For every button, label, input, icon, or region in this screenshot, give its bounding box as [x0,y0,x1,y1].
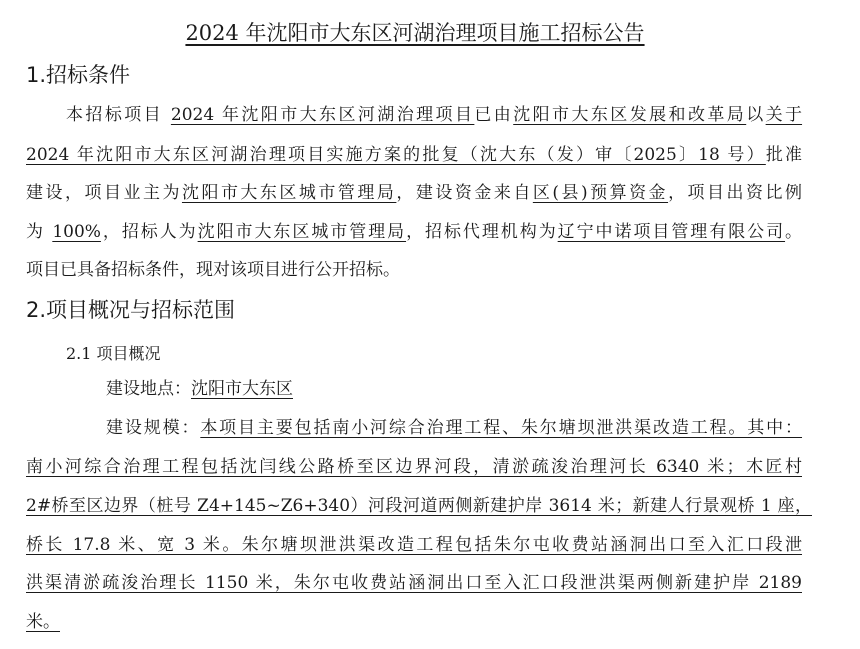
text-segment: 建设规模： [106,418,201,438]
text-segment: 建设，项目业主为 [26,183,182,203]
underlined-field: 2#桥至区边界（桩号 Z4+145~Z6+340）河段河道两侧新建护岸 3614 米；新建人行景观桥 1 座， [26,496,812,516]
text-segment: 本招标项目 [66,105,171,125]
underlined-field: 本项目主要包括南小河综合治理工程、朱尔塘坝泄洪渠改造工程。其中： [200,418,803,438]
text-segment: ，招标人为 [100,222,198,242]
underlined-field: 辽宁中诺项目管理有限公司 [557,222,786,242]
underlined-field: 沈阳市大东区发展和改革局 [513,105,747,125]
s2-line-6 [26,570,802,596]
underlined-field: 沈阳市大东区城市管理局 [197,222,407,242]
s2-line-7 [26,609,60,635]
text-segment: 已由 [474,105,514,125]
s2-line-5 [26,532,802,558]
text-segment: ，招标代理机构为 [406,222,558,242]
underlined-field: 2024 年沈阳市大东区河湖治理项目 [170,105,475,125]
s2-line-1 [106,376,293,402]
s1-line-2 [26,142,802,168]
underlined-field: 沈阳市大东区 [191,379,293,399]
text-segment: ，建设资金来自 [396,183,533,203]
text-segment: 。 [785,222,803,242]
text-segment: 建设地点： [106,379,191,399]
s1-line-5 [26,257,400,283]
underlined-field: 南小河综合治理工程包括沈闫线公路桥至区边界河段，清淤疏浚治理河长 6340 米；木匠村 [26,457,802,477]
s1-line-4 [26,219,802,245]
text-segment: 项目已具备招标条件，现对该项目进行公开招标。 [26,260,400,280]
sub-heading-2-1: 2.1 项目概况 [66,344,161,363]
s2-line-2 [106,415,802,441]
underlined-field: 桥长 17.8 米、宽 3 米。朱尔塘坝泄洪渠改造工程包括朱尔屯收费站涵洞出口至入汇口段泄 [26,535,802,555]
s2-line-4 [26,493,812,519]
page-title: 2024 年沈阳市大东区河湖治理项目施工招标公告 [185,21,645,45]
text-segment: 为 [26,222,53,242]
s1-line-3 [26,180,802,206]
underlined-field: 沈阳市大东区城市管理局 [181,183,397,203]
underlined-field: 100% [52,222,101,242]
text-segment: 以 [746,105,766,125]
section-heading-1: 1.招标条件 [26,63,131,87]
underlined-field: 关于 [765,105,803,125]
s2-line-3 [26,454,802,480]
text-segment: ，项目出资比例 [668,183,803,203]
s1-line-1 [66,102,802,128]
underlined-field: 洪渠清淤疏浚治理长 1150 米，朱尔屯收费站涵洞出口至入汇口段泄洪渠两侧新建护岸 2189 [26,573,802,593]
underlined-field: 2024 年沈阳市大东区河湖治理项目实施方案的批复（沈大东（发）审〔2025〕18 号） [26,145,766,165]
text-segment: 批准 [765,145,803,165]
section-heading-2: 2.项目概况与招标范围 [26,298,236,322]
underlined-field: 区(县)预算资金 [532,183,669,203]
underlined-field: 米。 [26,612,60,632]
